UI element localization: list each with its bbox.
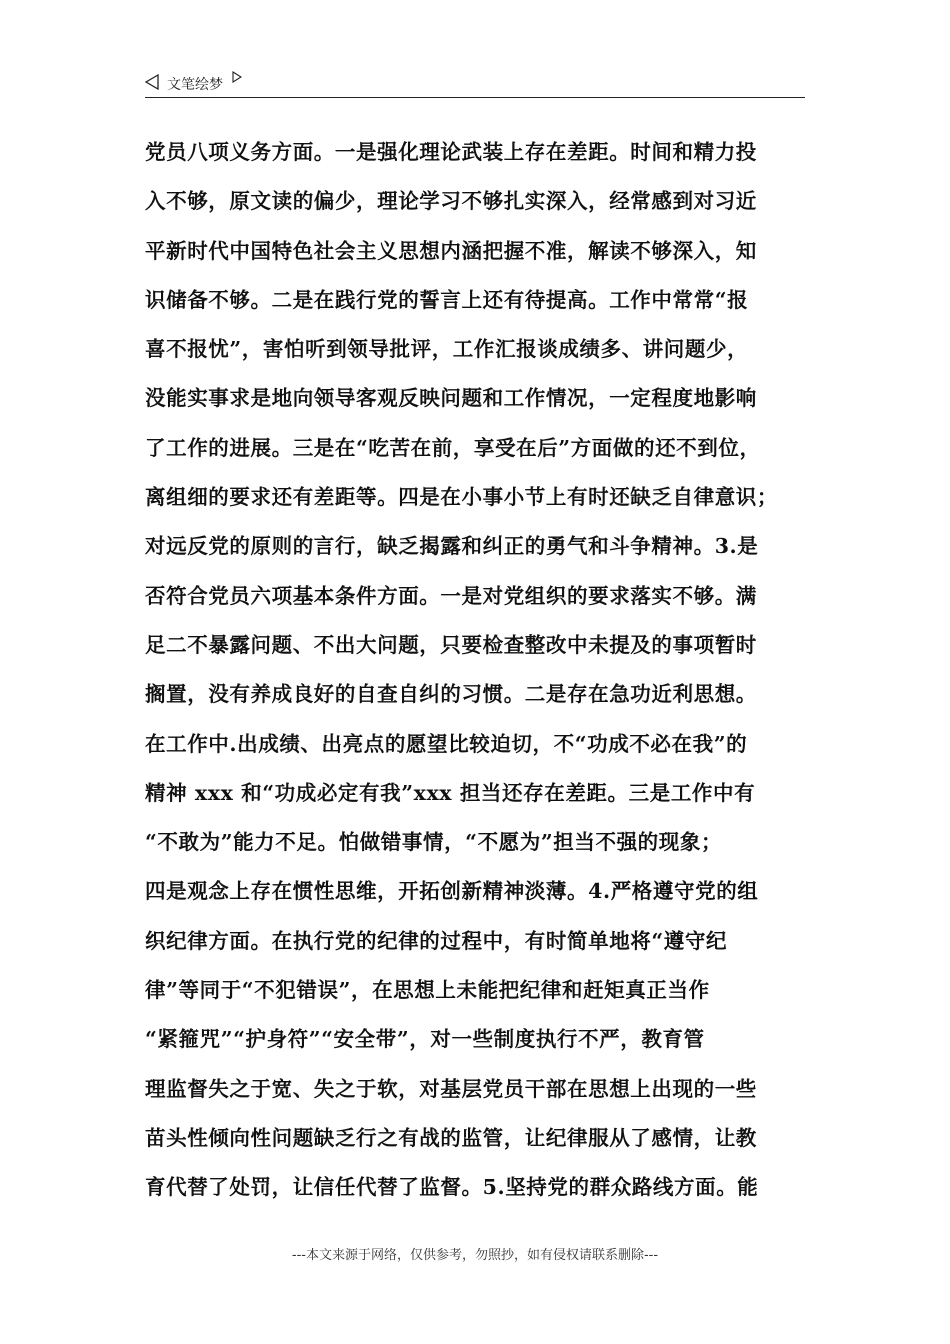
- header-divider: [145, 97, 805, 98]
- body-line: 精神 xxx 和“功成必定有我”xxx 担当还存在差距。三是工作中有: [145, 780, 756, 805]
- header-title: 文笔绘梦: [167, 77, 223, 93]
- body-line: 入不够，原文读的偏少，理论学习不够扎实深入，经常感到对习近: [145, 189, 757, 214]
- body-line: 育代替了处罚，让信任代替了监督。5.坚持党的群众路线方面。能: [145, 1175, 759, 1200]
- body-line: 四是观念上存在惯性思维，开拓创新精神淡薄。4.严格遵守党的组: [145, 879, 759, 904]
- body-line: 了工作的进展。三是在“吃苦在前，享受在后”方面做的还不到位，: [145, 435, 761, 460]
- body-line: 党员八项义务方面。一是强化理论武装上存在差距。时间和精力投: [145, 140, 757, 164]
- body-line: 在工作中.出成绩、出亮点的愿望比较迫切，不“功成不必在我”的: [145, 731, 748, 756]
- body-line: 喜不报忧”，害怕听到领导批评，工作汇报谈成绩多、讲问题少，: [145, 337, 749, 362]
- body-line: 苗头性倾向性问题缺乏行之有战的监管，让纪律服从了感情，让教: [145, 1125, 757, 1150]
- body-line: 平新时代中国特色社会主义思想内涵把握不准，解读不够深入，知: [145, 238, 757, 263]
- body-line: 搁置，没有养成良好的自查自纠的习惯。二是存在急功近利思想。: [145, 682, 757, 707]
- body-line: 离组细的要求还有差距等。四是在小事小节上有时还缺乏自律意识；: [145, 485, 778, 510]
- body-line: 织纪律方面。在执行党的纪律的过程中，有时简单地将“遵守纪: [145, 928, 728, 953]
- body-line: 识储备不够。二是在践行党的誓言上还有待提高。工作中常常“报: [145, 287, 749, 312]
- body-line: “紧箍咒”“护身符”“安全带”，对一些制度执行不严，教育管: [145, 1027, 705, 1052]
- body-line: 理监督失之于宽、失之于软，对基层党员干部在思想上出现的一些: [145, 1076, 757, 1101]
- body-line: 对远反党的原则的言行，缺乏揭露和纠正的勇气和斗争精神。3.是: [145, 534, 759, 559]
- body-line: 否符合党员六项基本条件方面。一是对党组织的要求落实不够。满: [145, 583, 757, 608]
- body-line: “不敢为”能力不足。怕做错事情，“不愿为”担当不强的现象；: [145, 830, 723, 855]
- triangle-left-outline-icon: [145, 74, 159, 90]
- page-footer: [0, 1244, 950, 1263]
- body-line: 律”等同于“不犯错误”，在思想上未能把纪律和赶矩真正当作: [145, 978, 710, 1003]
- body-line: 没能实事求是地向领导客观反映问题和工作情况，一定程度地影响: [145, 386, 757, 411]
- footer-disclaimer: ---本文来源于网络，仅供参考，勿照抄，如有侵权请联系删除---: [291, 1248, 659, 1263]
- triangle-right-outline-icon: [232, 71, 242, 83]
- body-line: 足二不暴露问题、不出大问题，只要检查整改中未提及的事项暂时: [145, 632, 757, 657]
- page-header: [145, 68, 805, 98]
- document-body: [145, 135, 810, 1220]
